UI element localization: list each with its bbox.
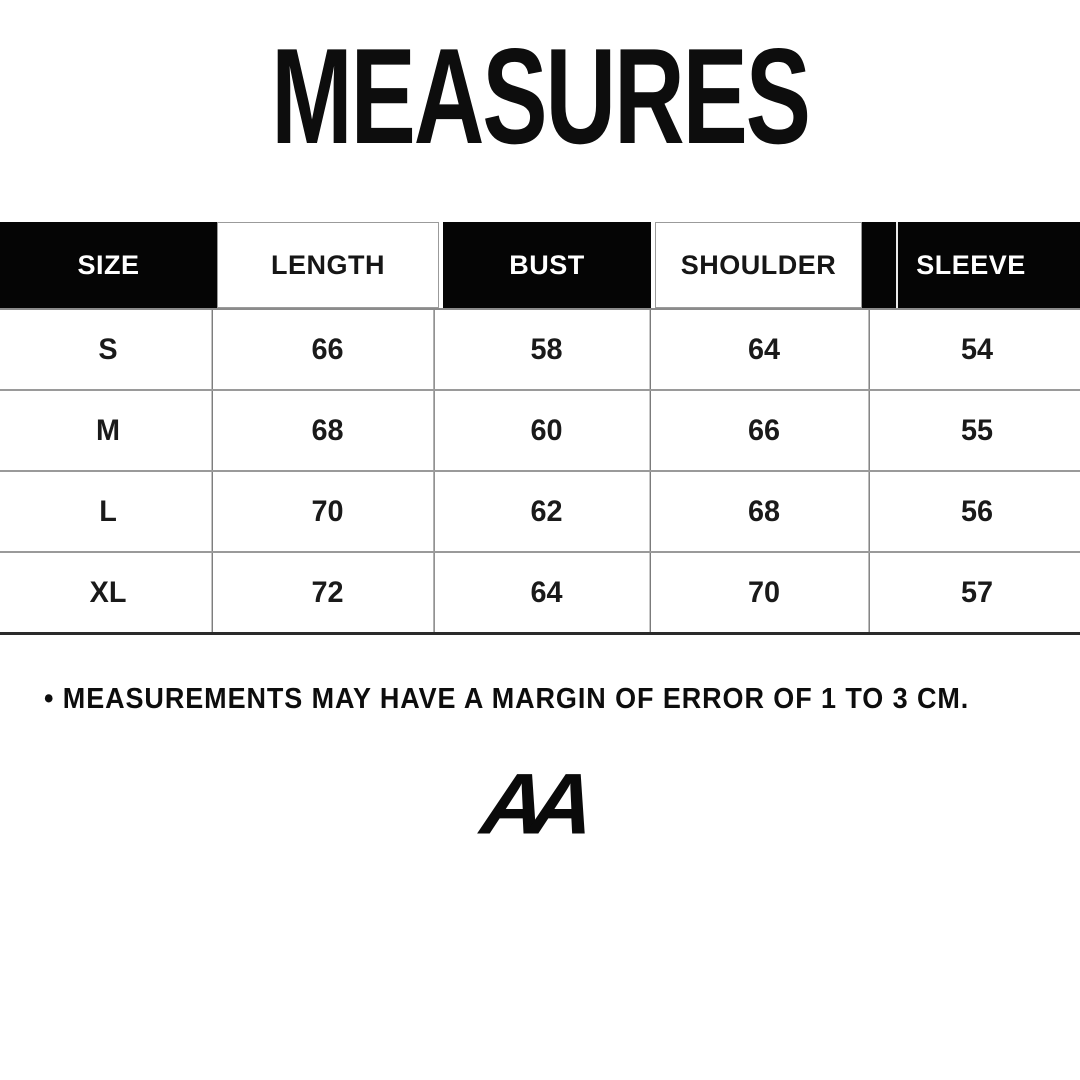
- margin-of-error-note: • MEASUREMENTS MAY HAVE A MARGIN OF ERROR OF 1 TO 3 CM.: [44, 683, 970, 715]
- brand-logo-aa: AA: [477, 755, 585, 853]
- header-cell-sleeve: SLEEVE: [862, 222, 1080, 308]
- cell-bust: 62: [443, 472, 650, 551]
- cell-size: L: [4, 472, 212, 551]
- size-table: [0, 222, 1080, 635]
- cell-shoulder: 70: [659, 553, 869, 632]
- cell-shoulder: 64: [659, 310, 869, 389]
- cell-shoulder: 66: [659, 391, 869, 470]
- table-header-row: [0, 222, 1080, 308]
- table-row-m: [0, 391, 1080, 472]
- brand-logo-container: [0, 755, 1080, 853]
- cell-size: M: [4, 391, 212, 470]
- cell-length: 68: [221, 391, 434, 470]
- table-row-s: [0, 310, 1080, 391]
- cell-length: 70: [221, 472, 434, 551]
- table-row-xl: [0, 553, 1080, 632]
- cell-sleeve: 55: [960, 413, 994, 447]
- cell-bust: 64: [443, 553, 650, 632]
- header-cell-shoulder: SHOULDER: [655, 222, 862, 308]
- cell-size: XL: [4, 553, 212, 632]
- table-row-l: [0, 472, 1080, 553]
- header-cell-length: LENGTH: [217, 222, 439, 308]
- header-cell-bust: BUST: [443, 222, 651, 308]
- header-cell-size: SIZE: [0, 222, 217, 308]
- cell-length: 72: [221, 553, 434, 632]
- cell-sleeve: 57: [960, 575, 994, 609]
- cell-size: S: [4, 310, 212, 389]
- table-body: [0, 308, 1080, 635]
- cell-bust: 60: [443, 391, 650, 470]
- cell-sleeve: 54: [960, 332, 994, 366]
- page-title: MEASURES: [271, 20, 809, 172]
- cell-bust: 58: [443, 310, 650, 389]
- cell-length: 66: [221, 310, 434, 389]
- cell-shoulder: 68: [659, 472, 869, 551]
- cell-sleeve: 56: [960, 494, 994, 528]
